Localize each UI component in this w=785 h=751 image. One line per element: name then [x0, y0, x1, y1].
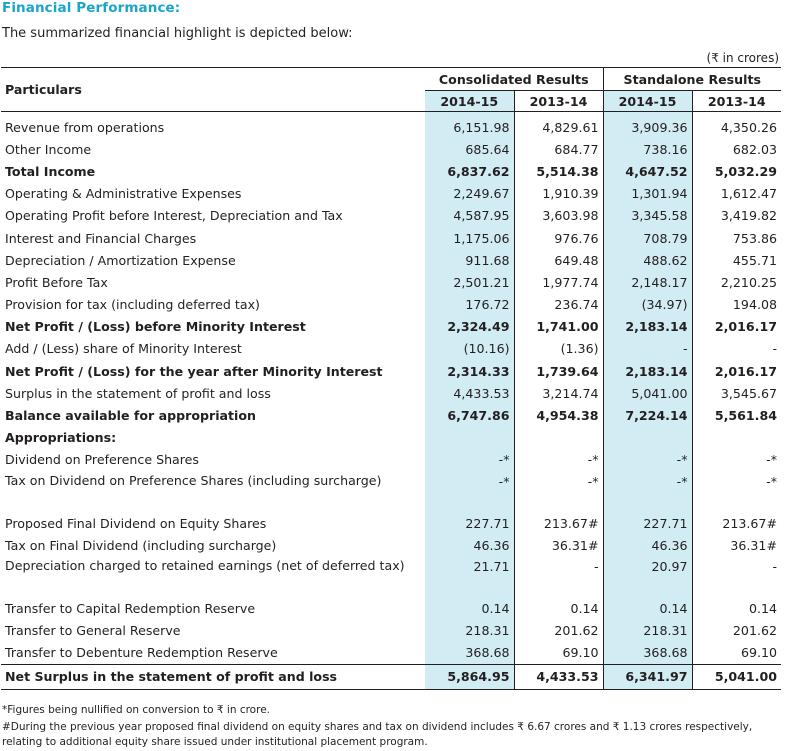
table-row	[1, 138, 781, 160]
row-label: Transfer to General Reserve	[5, 623, 181, 639]
header-year: 2014-15	[425, 91, 514, 112]
cell: 649.48	[514, 249, 603, 271]
cell: 738.16	[603, 138, 692, 160]
cell: 0.14	[514, 597, 603, 619]
table-row	[1, 227, 781, 249]
cell: 4,647.52	[603, 160, 692, 182]
cell: 6,341.97	[603, 664, 692, 689]
table-row	[1, 316, 781, 338]
cell: -*	[425, 471, 514, 512]
row-label: Appropriations:	[5, 430, 117, 446]
cell: 5,032.29	[692, 160, 781, 182]
cell: 1,175.06	[425, 227, 514, 249]
table-row-total	[1, 664, 781, 689]
cell: 201.62	[514, 620, 603, 642]
row-label: Interest and Financial Charges	[5, 230, 197, 246]
cell: -*	[603, 471, 692, 512]
row-label: Add / (Less) share of Minority Interest	[5, 341, 242, 357]
cell: 213.67#	[692, 512, 781, 534]
cell: 5,561.84	[692, 404, 781, 426]
row-label: Dividend on Preference Shares	[5, 452, 199, 468]
cell: 1,741.00	[514, 316, 603, 338]
cell: 3,603.98	[514, 205, 603, 227]
cell: 69.10	[514, 642, 603, 665]
cell: 2,183.14	[603, 316, 692, 338]
cell: 6,151.98	[425, 116, 514, 138]
row-label: Depreciation / Amortization Expense	[5, 252, 236, 268]
cell: 2,016.17	[692, 360, 781, 382]
table-row	[1, 294, 781, 316]
table-row	[1, 556, 781, 597]
cell: 4,829.61	[514, 116, 603, 138]
unit-note: (₹ in crores)	[706, 51, 779, 65]
cell: -	[692, 556, 781, 597]
cell: 4,587.95	[425, 205, 514, 227]
table-row	[1, 360, 781, 382]
row-label: Depreciation charged to retained earnings (net of deferred tax)	[5, 558, 405, 574]
intro-text: The summarized financial highlight is depicted below:	[2, 26, 353, 41]
row-label: Total Income	[5, 163, 96, 179]
cell: 911.68	[425, 249, 514, 271]
cell: 213.67#	[514, 512, 603, 534]
footnote-nullified: *Figures being nullified on conversion to ₹ in crore.	[2, 704, 270, 716]
table-row	[1, 160, 781, 182]
table-row	[1, 271, 781, 293]
cell: 36.31#	[692, 534, 781, 556]
cell: 4,433.53	[514, 664, 603, 689]
table-row	[1, 205, 781, 227]
financial-table	[1, 67, 781, 690]
cell: 7,224.14	[603, 404, 692, 426]
cell: 176.72	[425, 294, 514, 316]
cell: 1,739.64	[514, 360, 603, 382]
cell: 3,214.74	[514, 382, 603, 404]
cell: 3,419.82	[692, 205, 781, 227]
cell: 46.36	[425, 534, 514, 556]
table-row	[1, 642, 781, 665]
table-row	[1, 249, 781, 271]
cell: -	[603, 338, 692, 360]
cell: 4,433.53	[425, 382, 514, 404]
cell: 3,909.36	[603, 116, 692, 138]
header-standalone: Standalone Results	[603, 68, 781, 91]
cell: 2,324.49	[425, 316, 514, 338]
row-label: Net Profit / (Loss) for the year after Minority Interest	[5, 363, 383, 379]
cell: -*	[692, 449, 781, 471]
row-label: Operating & Administrative Expenses	[5, 186, 242, 202]
cell: 21.71	[425, 556, 514, 597]
cell: (10.16)	[425, 338, 514, 360]
cell: 1,977.74	[514, 271, 603, 293]
table-row	[1, 116, 781, 138]
cell: -*	[514, 449, 603, 471]
table-row	[1, 471, 781, 512]
header-year: 2014-15	[603, 91, 692, 112]
cell: 685.64	[425, 138, 514, 160]
cell: 1,612.47	[692, 183, 781, 205]
cell: (1.36)	[514, 338, 603, 360]
cell: -	[514, 556, 603, 597]
cell: (34.97)	[603, 294, 692, 316]
table-row	[1, 338, 781, 360]
cell: 368.68	[425, 642, 514, 665]
cell: 708.79	[603, 227, 692, 249]
cell: 368.68	[603, 642, 692, 665]
table-header-row	[1, 68, 781, 91]
cell: -	[692, 338, 781, 360]
cell: 2,016.17	[692, 316, 781, 338]
cell: 227.71	[425, 512, 514, 534]
cell: 0.14	[425, 597, 514, 619]
header-year: 2013-14	[514, 91, 603, 112]
cell: 4,350.26	[692, 116, 781, 138]
cell: -*	[514, 471, 603, 512]
cell: 6,747.86	[425, 404, 514, 426]
row-label: Revenue from operations	[5, 119, 165, 135]
cell: 218.31	[603, 620, 692, 642]
row-label: Proposed Final Dividend on Equity Shares	[5, 515, 267, 531]
cell: 201.62	[692, 620, 781, 642]
table-row	[1, 620, 781, 642]
cell: 194.08	[692, 294, 781, 316]
cell: 5,041.00	[603, 382, 692, 404]
header-year: 2013-14	[692, 91, 781, 112]
cell: 2,249.67	[425, 183, 514, 205]
cell: 6,837.62	[425, 160, 514, 182]
cell: 455.71	[692, 249, 781, 271]
table-row	[1, 382, 781, 404]
cell: 2,210.25	[692, 271, 781, 293]
cell: 2,183.14	[603, 360, 692, 382]
cell: -*	[603, 449, 692, 471]
cell: 0.14	[603, 597, 692, 619]
row-label: Net Profit / (Loss) before Minority Interest	[5, 319, 306, 335]
cell: 2,501.21	[425, 271, 514, 293]
cell: 682.03	[692, 138, 781, 160]
table-row	[1, 183, 781, 205]
cell: 5,514.38	[514, 160, 603, 182]
cell: 3,545.67	[692, 382, 781, 404]
cell: 1,301.94	[603, 183, 692, 205]
cell: 218.31	[425, 620, 514, 642]
table-row	[1, 597, 781, 619]
cell: 488.62	[603, 249, 692, 271]
header-consolidated: Consolidated Results	[425, 68, 603, 91]
table-row	[1, 512, 781, 534]
row-label: Tax on Dividend on Preference Shares (including surcharge)	[5, 473, 382, 488]
cell: 5,864.95	[425, 664, 514, 689]
cell: 20.97	[603, 556, 692, 597]
row-label: Net Surplus in the statement of profit and loss	[1, 664, 425, 689]
cell: 4,954.38	[514, 404, 603, 426]
table-row	[1, 427, 781, 449]
row-label: Other Income	[5, 141, 92, 157]
footnote-dividend: #During the previous year proposed final dividend on equity shares and tax on dividend includes ₹ 6.67 crores and ₹ 1.13 crores respectively, relating to additional equity share issued under institutional placement program.	[2, 721, 753, 748]
section-heading: Financial Performance:	[2, 0, 181, 16]
row-label: Operating Profit before Interest, Depreciation and Tax	[5, 208, 343, 224]
row-label: Balance available for appropriation	[5, 408, 256, 424]
cell: 1,910.39	[514, 183, 603, 205]
table-row	[1, 534, 781, 556]
cell: 2,314.33	[425, 360, 514, 382]
row-label: Transfer to Capital Redemption Reserve	[5, 600, 256, 616]
cell: -*	[425, 449, 514, 471]
cell: 3,345.58	[603, 205, 692, 227]
cell: 684.77	[514, 138, 603, 160]
row-label: Transfer to Debenture Redemption Reserve	[5, 645, 278, 661]
cell: 36.31#	[514, 534, 603, 556]
cell: -*	[692, 471, 781, 512]
cell: 236.74	[514, 294, 603, 316]
cell: 69.10	[692, 642, 781, 665]
row-label: Profit Before Tax	[5, 274, 108, 290]
table-row	[1, 449, 781, 471]
row-label: Tax on Final Dividend (including surcharge)	[5, 537, 277, 553]
cell: 227.71	[603, 512, 692, 534]
row-label: Surplus in the statement of profit and loss	[5, 385, 271, 401]
cell: 2,148.17	[603, 271, 692, 293]
cell: 976.76	[514, 227, 603, 249]
header-particulars: Particulars	[1, 68, 425, 112]
cell: 753.86	[692, 227, 781, 249]
cell: 5,041.00	[692, 664, 781, 689]
cell: 0.14	[692, 597, 781, 619]
table-row	[1, 404, 781, 426]
row-label: Provision for tax (including deferred tax)	[5, 297, 260, 313]
cell: 46.36	[603, 534, 692, 556]
